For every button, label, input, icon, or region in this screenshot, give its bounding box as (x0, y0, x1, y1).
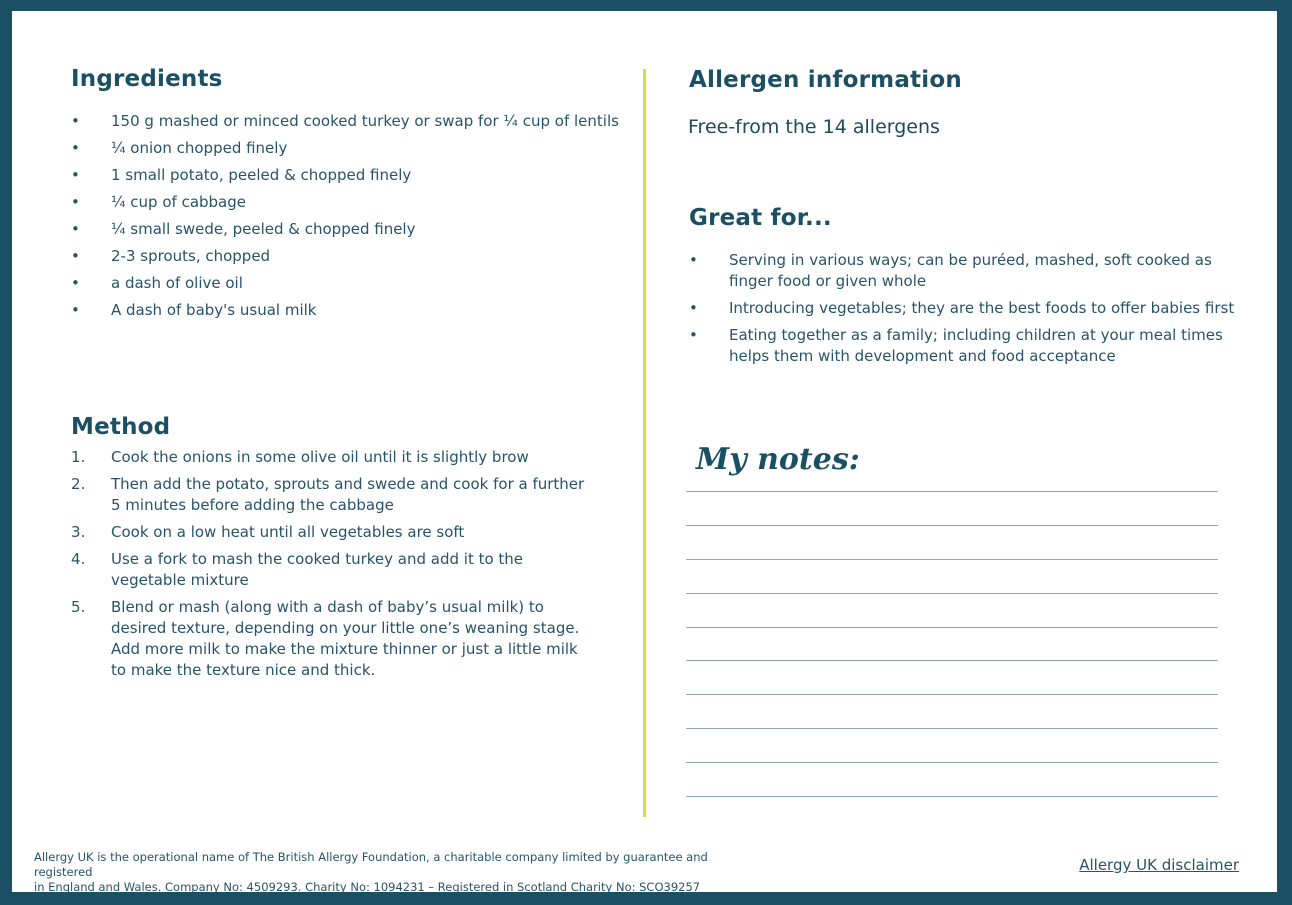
note-line (686, 660, 1218, 661)
great-for-list (689, 250, 1249, 373)
list-item: • Serving in various ways; can be puréed, mashed, soft cooked as finger food or given whole (689, 251, 1212, 290)
allergen-heading: Allergen information (689, 67, 962, 93)
list-item: 3. Cook on a low heat until all vegetables are soft (71, 523, 465, 541)
list-item: • A dash of baby's usual milk (71, 301, 317, 319)
column-divider (643, 69, 646, 817)
allergen-text: Free-from the 14 allergens (688, 116, 940, 138)
method-heading: Method (71, 414, 171, 440)
note-line (686, 694, 1218, 695)
list-item: 1. Cook the onions in some olive oil until it is slightly brow (71, 448, 529, 466)
list-item: • Eating together as a family; including children at your meal times helps them with development and food acceptance (689, 326, 1223, 365)
list-item: • Introducing vegetables; they are the best foods to offer babies first (689, 299, 1235, 317)
list-item: 5. Blend or mash (along with a dash of baby’s usual milk) to desired texture, depending on your little one’s weaning stage. Add more milk to make the mixture thinner or just a little milk to make the texture nice and thick. (71, 598, 580, 679)
note-line (686, 559, 1218, 560)
list-item: 2. Then add the potato, sprouts and swede and cook for a further 5 minutes before adding the cabbage (71, 475, 585, 514)
recipe-card (12, 11, 1277, 892)
footer-line: in England and Wales. Company No: 4509293. Charity No: 1094231 – Registered in Scotland Charity No: SCO39257 (34, 880, 701, 894)
ingredients-heading: Ingredients (71, 66, 223, 92)
note-line (686, 491, 1218, 492)
list-item: • ¼ small swede, peeled & chopped finely (71, 220, 416, 238)
list-item: • 2-3 sprouts, chopped (71, 247, 271, 265)
method-list (71, 447, 591, 687)
footer-legal-text (34, 850, 724, 895)
list-item: • 1 small potato, peeled & chopped finely (71, 166, 412, 184)
note-line (686, 525, 1218, 526)
note-line (686, 593, 1218, 594)
note-line (686, 762, 1218, 763)
list-item: • ¼ onion chopped finely (71, 139, 288, 157)
notes-title: My notes: (696, 442, 860, 477)
list-item: • a dash of olive oil (71, 274, 243, 292)
list-item: • 150 g mashed or minced cooked turkey or swap for ¼ cup of lentils (71, 112, 619, 130)
note-line (686, 728, 1218, 729)
note-line (686, 627, 1218, 628)
list-item: 4. Use a fork to mash the cooked turkey and add it to the vegetable mixture (71, 550, 524, 589)
note-line (686, 796, 1218, 797)
disclaimer-link[interactable]: Allergy UK disclaimer (1079, 856, 1239, 874)
ingredients-list (71, 111, 631, 327)
list-item: • ¼ cup of cabbage (71, 193, 246, 211)
great-for-heading: Great for... (689, 205, 832, 231)
footer-line: Allergy UK is the operational name of The British Allergy Foundation, a charitable company limited by guarantee and registered (34, 850, 708, 879)
